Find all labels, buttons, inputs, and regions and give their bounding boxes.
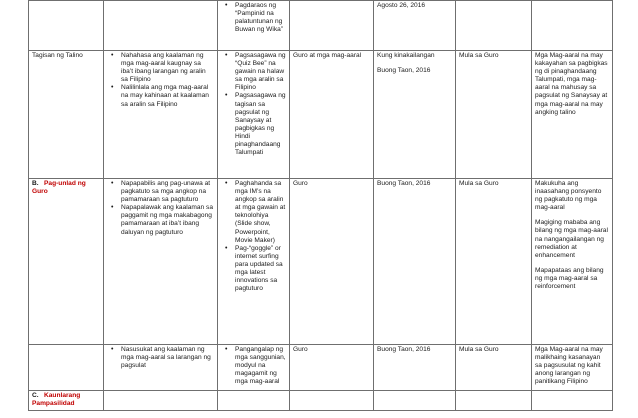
list-item: • Pag-“goggle” or internet surfing para updated sa mga latest innovations sa pagtuturo <box>235 245 286 294</box>
cell-text: Mga Mag-aaral na may kakayahan sa pagbigkas ng di pinaghandaang Talumpati, mga mag-aaral na mahusay sa pagsulat ng Sanaysay at mga mag-aaral na may angking talino <box>535 52 608 116</box>
table-cell: Buong Taon, 2016 <box>374 179 456 345</box>
table-cell <box>532 345 613 391</box>
table-cell <box>456 391 532 411</box>
cell-text: Magiging mababa ang bilang ng mga mag-aaral na nangangailangan ng remediation at enhancement <box>535 219 608 259</box>
table-row <box>29 391 613 411</box>
table-row <box>29 1 613 51</box>
table-cell <box>218 51 290 179</box>
table-cell <box>104 345 218 391</box>
plan-table <box>28 0 613 411</box>
section-number: C. <box>32 392 39 399</box>
table-cell <box>532 391 613 411</box>
table-row <box>29 179 613 345</box>
table-cell: Guro <box>290 179 374 345</box>
list-item: • Pagsasagawa ng tagisan sa pagsulat ng Sanaysay at pagbigkas ng Hindi pinaghandaang Talumpati <box>235 92 286 157</box>
table-cell: Buong Taon, 2016 <box>374 345 456 391</box>
table-cell <box>29 345 104 391</box>
section-heading <box>29 179 104 345</box>
list-item: • Napapabilis ang pag-unawa at pagkatuto sa mga angkop na pamamaraan sa pagtuturo <box>121 180 214 204</box>
table-cell <box>218 179 290 345</box>
list-item: • Pangangalap ng mga sanggunian, modyul na magagamit ng mga mag-aaral <box>235 346 286 386</box>
section-number: B. <box>32 180 39 187</box>
table-cell <box>532 179 613 345</box>
table-cell <box>218 391 290 411</box>
section-label: Pag-unlad ng Guro <box>32 180 86 196</box>
list-item: • Nalilinlala ang mga mag-aaral na may kahinaan at kaalaman sa aralin sa Filipino <box>121 84 214 108</box>
table-cell <box>290 1 374 51</box>
table-cell <box>218 1 290 51</box>
list-item: • Pagsasagawa ng “Quiz Bee” na gawain na halaw sa mga aralin sa Filipino <box>235 52 286 92</box>
section-label: Kaunlarang Pampasilidad <box>32 392 81 408</box>
list-item: • Paghahanda sa mga IM’s na angkop sa aralin at mga gawain at teknolohiya (Slide show, Powerpoint, Movie Maker) <box>235 180 286 245</box>
table-cell <box>456 1 532 51</box>
table-cell <box>532 51 613 179</box>
cell-text: Mapapataas ang bilang ng mga mag-aaral sa reinforcement <box>535 266 604 291</box>
table-cell <box>532 1 613 51</box>
table-cell <box>104 1 218 51</box>
cell-text: Mga Mag-aaral na may malikhaing kasanayan sa pagsusulat ng kahit anong larangan ng panitikang Filipino <box>535 346 603 386</box>
section-heading <box>29 391 104 411</box>
table-row <box>29 51 613 179</box>
table-cell <box>104 179 218 345</box>
table-cell <box>374 51 456 179</box>
table-cell: Mula sa Guro <box>456 345 532 391</box>
cell-text: Kung kinakailangan <box>377 52 435 59</box>
table-cell: Mula sa Guro <box>456 51 532 179</box>
table-cell: Agosto 26, 2016 <box>374 1 456 51</box>
list-item: • Nahahasa ang kaalaman ng mga mag-aaral kaugnay sa iba’t ibang larangan ng aralin sa Filipino <box>121 52 214 84</box>
table-cell <box>104 51 218 179</box>
table-cell <box>290 391 374 411</box>
list-item: • Pagdaraos ng “Pampinid na palatuntunan ng Buwan ng Wika” <box>235 2 286 34</box>
table-cell: Guro at mga mag-aaral <box>290 51 374 179</box>
table-cell <box>374 391 456 411</box>
table-cell <box>29 1 104 51</box>
cell-text: Makukuha ang inaasahang ponsyento ng pagkatuto ng mga mag-aaral <box>535 180 602 212</box>
table-row <box>29 345 613 391</box>
cell-text: Buong Taon, 2016 <box>377 67 431 75</box>
table-cell: Mula sa Guro <box>456 179 532 345</box>
table-cell: Tagisan ng Talino <box>29 51 104 179</box>
table-cell <box>218 345 290 391</box>
list-item: • Nasusukat ang kaalaman ng mga mag-aaral sa larangan ng pagsulat <box>121 346 214 370</box>
list-item: • Napapalawak ang kaalaman sa paggamit ng mga makabagong pamamaraan at iba’t ibang daluyan ng pagtuturo <box>121 204 214 236</box>
table-cell <box>104 391 218 411</box>
table-cell: Guro <box>290 345 374 391</box>
